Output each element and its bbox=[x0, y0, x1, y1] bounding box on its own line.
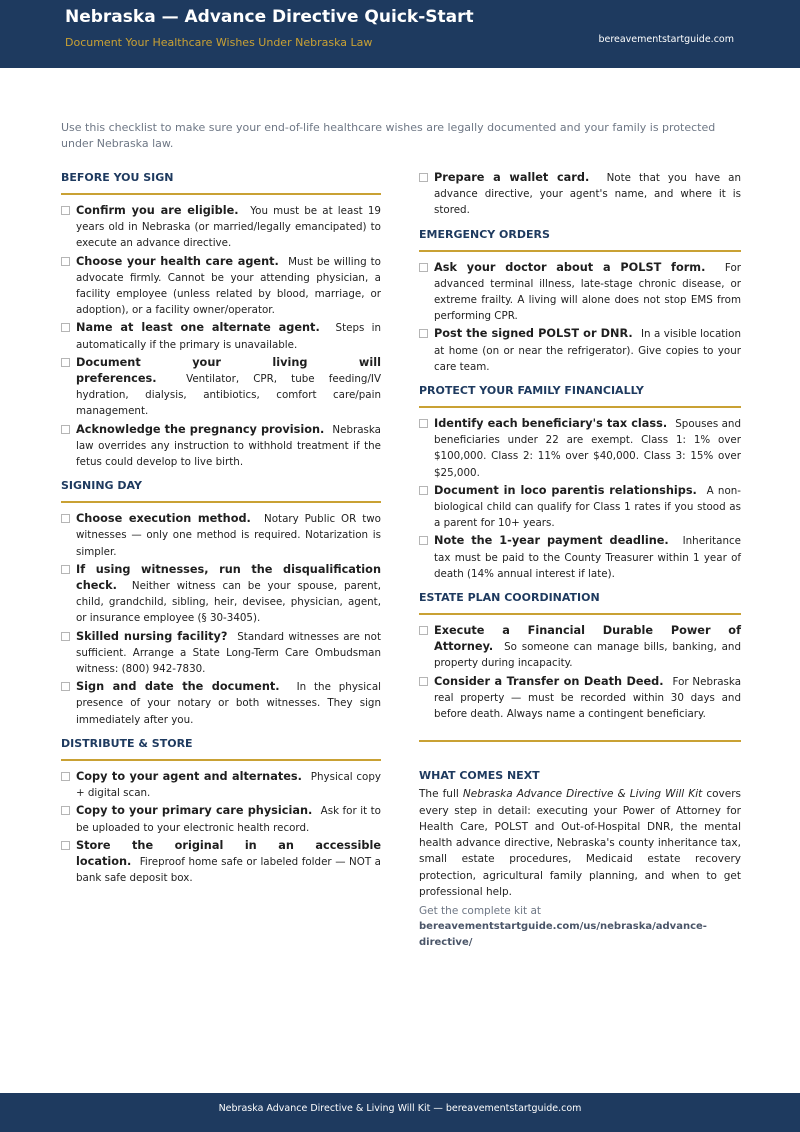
checklist-item bbox=[419, 260, 741, 325]
checklist-item bbox=[419, 674, 741, 723]
section-title: WHAT COMES NEXT bbox=[419, 769, 540, 783]
checkbox[interactable] bbox=[61, 358, 70, 367]
section-emergency-orders bbox=[419, 227, 741, 375]
checklist-item bbox=[61, 679, 381, 728]
section-title: DISTRIBUTE & STORE bbox=[61, 736, 381, 761]
section-signing-day bbox=[61, 478, 381, 728]
checklist-item bbox=[61, 562, 381, 627]
item-title: Choose execution method. bbox=[76, 512, 251, 526]
item-text: Ventilator, CPR, tube feeding/IV hydration, dialysis, antibiotics, comfort care/pain management. bbox=[76, 373, 381, 418]
item-title: Acknowledge the pregnancy provision. bbox=[76, 422, 325, 436]
section-title: EMERGENCY ORDERS bbox=[419, 227, 741, 252]
item-text: Fireproof home safe or labeled folder — NOT a bank safe deposit box. bbox=[76, 855, 381, 885]
item-text: Notary Public OR two witnesses — only one method is required. Notarization is simpler. bbox=[76, 513, 381, 558]
item-text: Neither witness can be your spouse, parent, child, grandchild, sibling, heir, devisee, physician, agent, or insurance employee (§ 30-3405). bbox=[76, 580, 381, 625]
checkbox[interactable] bbox=[61, 682, 70, 691]
item-title: Document your living will preferences. bbox=[76, 355, 381, 386]
page-header bbox=[0, 0, 800, 68]
section-protect-family-financially bbox=[419, 383, 741, 582]
item-text: Ask for it to be uploaded to your electronic health record. bbox=[76, 805, 381, 834]
item-title: Sign and date the document. bbox=[76, 680, 280, 694]
page-subtitle: Document Your Healthcare Wishes Under Nebraska Law bbox=[65, 36, 373, 49]
item-title: Ask your doctor about a POLST form. bbox=[434, 260, 706, 274]
item-title: Name at least one alternate agent. bbox=[76, 321, 320, 335]
checkbox[interactable] bbox=[61, 565, 70, 574]
checkbox[interactable] bbox=[61, 323, 70, 332]
checkbox[interactable] bbox=[419, 263, 428, 272]
what-comes-next bbox=[419, 768, 741, 951]
get-kit-label: Get the complete kit at bbox=[419, 905, 542, 918]
item-title: Copy to your agent and alternates. bbox=[76, 769, 302, 783]
item-text: Standard witnesses are not sufficient. Arrange a State Long-Term Care Ombudsman witness: (800) 942-7830. bbox=[76, 630, 381, 676]
item-text: In the physical presence of your notary or both witnesses. They sign immediately after you. bbox=[76, 681, 381, 726]
section-title: SIGNING DAY bbox=[61, 478, 381, 503]
next-lead: The full bbox=[419, 788, 459, 801]
item-title: If using witnesses, run the disqualification check. bbox=[76, 562, 381, 593]
divider bbox=[419, 740, 741, 742]
item-title: Identify each beneficiary's tax class. bbox=[434, 417, 668, 431]
item-text: Note that you have an advance directive, your agent's name, and where it is stored. bbox=[434, 172, 741, 217]
checklist-item bbox=[419, 623, 741, 672]
next-text: covers every step in detail: executing your Power of Attorney for Health Care, POLST and Out-of-Hospital DNR, the mental health advance directive, Nebraska's county inheritance tax, small estate procedures, Medicaid estate recovery protection, agricultural family planning, and when to get professional help. bbox=[419, 788, 741, 899]
checklist-item bbox=[61, 629, 381, 678]
kit-url-link[interactable]: bereavementstartguide.com/us/nebraska/advance-directive/ bbox=[419, 921, 707, 949]
right-column bbox=[419, 170, 741, 951]
item-title: Execute a Financial Durable Power of Attorney. bbox=[434, 624, 741, 654]
checkbox[interactable] bbox=[61, 632, 70, 641]
checklist-item bbox=[61, 355, 381, 420]
checkbox[interactable] bbox=[61, 257, 70, 266]
item-text: Nebraska law overrides any instruction to withhold treatment if the fetus could develop to live birth. bbox=[76, 423, 381, 469]
checkbox[interactable] bbox=[419, 419, 428, 428]
item-title: Store the original in an accessible location. bbox=[76, 838, 381, 868]
checklist-item bbox=[61, 838, 381, 887]
item-title: Copy to your primary care physician. bbox=[76, 804, 313, 818]
checkbox[interactable] bbox=[419, 536, 428, 545]
item-text: You must be at least 19 years old in Nebraska (or married/legally emancipated) to execute an advance directive. bbox=[76, 205, 381, 250]
section-estate-plan-coordination bbox=[419, 590, 741, 722]
section-title: BEFORE YOU SIGN bbox=[61, 170, 381, 195]
item-text: Inheritance tax must be paid to the County Treasurer within 1 year of death (14% annual interest if late). bbox=[434, 535, 741, 580]
item-text: Spouses and beneficiaries under 22 are exempt. Class 1: 1% over $100,000. Class 2: 11% over $40,000. Class 3: 15% over $25,000. bbox=[434, 418, 741, 479]
checklist-item bbox=[61, 769, 381, 801]
item-title: Prepare a wallet card. bbox=[434, 171, 590, 184]
checkbox[interactable] bbox=[61, 772, 70, 781]
intro-text: Use this checklist to make sure your end-of-life healthcare wishes are legally documented and your family is protected under Nebraska law. bbox=[61, 121, 716, 150]
item-title: Note the 1-year payment deadline. bbox=[434, 534, 669, 548]
item-title: Consider a Transfer on Death Deed. bbox=[434, 674, 664, 688]
checklist-item bbox=[419, 416, 741, 481]
checkbox[interactable] bbox=[61, 841, 70, 850]
checklist-item bbox=[61, 320, 381, 352]
section-title: PROTECT YOUR FAMILY FINANCIALLY bbox=[419, 383, 741, 408]
header-site-link[interactable]: bereavementstartguide.com bbox=[598, 34, 734, 45]
item-title: Skilled nursing facility? bbox=[76, 629, 228, 643]
item-title: Choose your health care agent. bbox=[76, 254, 279, 268]
item-text: So someone can manage bills, banking, and property during incapacity. bbox=[434, 641, 741, 670]
checkbox[interactable] bbox=[419, 329, 428, 338]
checklist-item bbox=[419, 170, 741, 219]
item-title: Document in loco parentis relationships. bbox=[434, 483, 697, 497]
checklist-item bbox=[61, 422, 381, 471]
checkbox[interactable] bbox=[61, 514, 70, 523]
page-title: Nebraska — Advance Directive Quick-Start bbox=[65, 7, 474, 27]
section-distribute-store bbox=[61, 736, 381, 886]
checklist-item bbox=[61, 254, 381, 319]
page-footer bbox=[0, 1093, 800, 1132]
checkbox[interactable] bbox=[419, 626, 428, 635]
checkbox[interactable] bbox=[419, 486, 428, 495]
item-text: For advanced terminal illness, late-stage chronic disease, or extreme frailty. A living will alone does not stop EMS from performing CPR. bbox=[434, 261, 741, 323]
item-text: Must be willing to advocate firmly. Cannot be your attending physician, a facility employee (unless related by blood, marriage, or adoption), or a facility owner/operator. bbox=[76, 255, 381, 317]
item-text: Steps in automatically if the primary is unavailable. bbox=[76, 322, 381, 351]
item-text: For Nebraska real property — must be recorded within 30 days and before death. Always name a contingent beneficiary. bbox=[434, 675, 742, 721]
item-text: In a visible location at home (on or near the refrigerator). Give copies to your care team. bbox=[434, 328, 741, 373]
checkbox[interactable] bbox=[419, 677, 428, 686]
checkbox[interactable] bbox=[61, 206, 70, 215]
left-column bbox=[61, 170, 381, 888]
checkbox[interactable] bbox=[61, 806, 70, 815]
item-text: A non-biological child can qualify for Class 1 rates if you stood as a parent for 10+ years. bbox=[434, 484, 741, 530]
section-title: ESTATE PLAN COORDINATION bbox=[419, 590, 741, 615]
checklist-item bbox=[419, 533, 741, 582]
item-title: Confirm you are eligible. bbox=[76, 204, 239, 217]
footer-text: Nebraska Advance Directive & Living Will Kit — bereavementstartguide.com bbox=[218, 1103, 582, 1114]
kit-name: Nebraska Advance Directive & Living Will Kit bbox=[462, 788, 703, 801]
section-before-you-sign bbox=[61, 170, 381, 470]
next-body bbox=[419, 786, 741, 900]
item-title: Post the signed POLST or DNR. bbox=[434, 327, 633, 341]
checklist-item bbox=[419, 326, 741, 375]
checklist-item bbox=[61, 203, 381, 252]
item-text: Physical copy + digital scan. bbox=[76, 770, 381, 800]
checklist-item bbox=[419, 483, 741, 532]
checkbox[interactable] bbox=[419, 173, 428, 182]
checklist-item bbox=[61, 803, 381, 835]
checklist-item bbox=[61, 511, 381, 560]
checkbox[interactable] bbox=[61, 425, 70, 434]
